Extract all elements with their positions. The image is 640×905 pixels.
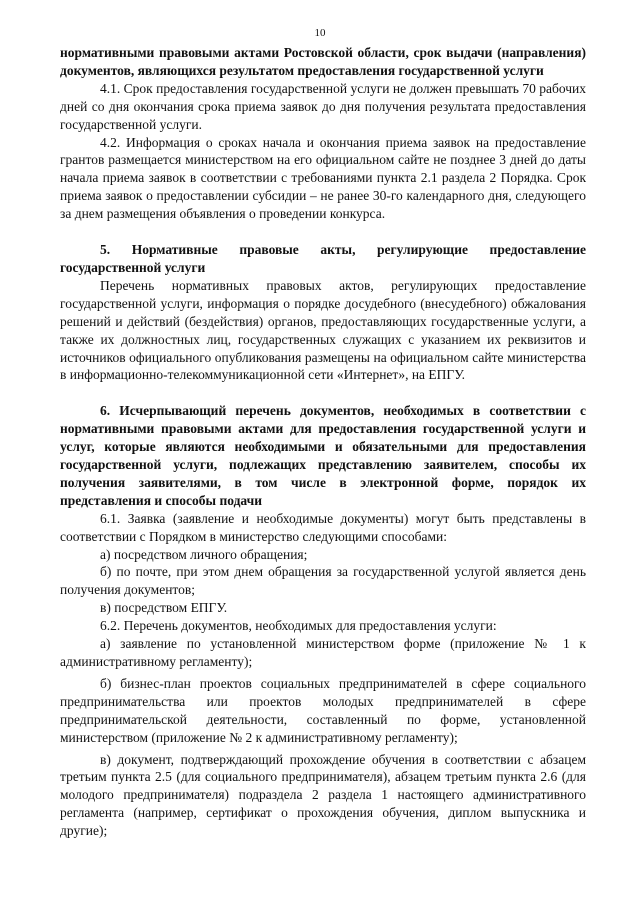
document-body bbox=[60, 44, 586, 840]
paragraph-6-1: 6.1. Заявка (заявление и необходимые документы) могут быть представлены в соответствии с Порядком в министерство следующими способами: bbox=[60, 510, 586, 544]
list-item-6-1-c: в) посредством ЕПГУ. bbox=[100, 600, 228, 616]
section-6-heading: 6. Исчерпывающий перечень документов, необходимых в соответствии с нормативными правовыми актами для предоставления государственной услуги и услуг, которые являются необходимыми и обязательными для предоставления государственной услуги, подлежащих представлению заявителем, способы их получения заявителями, в том числе в электронной форме, порядок их представления и способы подачи bbox=[60, 403, 586, 508]
paragraph-5: Перечень нормативных правовых актов, регулирующих предоставление государственной услуги, информация о порядке досудебного (внесудебного) обжалования решений и действий (бездействия) органов, предоставляющих государственные услуги, а также их должностных лиц, государственных служащих с указанием их реквизитов и источников официального опубликования размещены на официальном сайте министерства в информационно-телекоммуникационной сети «Интернет», на ЕПГУ. bbox=[60, 277, 586, 383]
list-item-6-1-a: а) посредством личного обращения; bbox=[100, 546, 308, 562]
paragraph-4-2: 4.2. Информация о сроках начала и окончания приема заявок на предоставление грантов размещается министерством на его официальном сайте не позднее 3 дней до даты начала приема заявок в соответствии с требованиями пункта 2.1 раздела 2 Порядка. Срок приема заявок о предоставлении субсидии – не ранее 30-го календарного дня, следующего за днем размещения объявления о проведении конкурса. bbox=[60, 134, 586, 222]
page-number: 10 bbox=[314, 27, 326, 39]
list-item-6-1-b: б) по почте, при этом днем обращения за государственной услугой является день получения документов; bbox=[60, 564, 586, 598]
section-4-heading-continued: нормативными правовыми актами Ростовской области, срок выдачи (направления) документов, являющихся результатом предоставления государственной услуги bbox=[60, 45, 586, 78]
list-item-6-2-b: б) бизнес-план проектов социальных предпринимателей в сфере социального предпринимательства или проектов молодых предпринимателей в сфере предпринимательской деятельности, составленный по форме, установленной министерством (приложение № 2 к административному регламенту); bbox=[60, 675, 586, 745]
list-item-6-2-a: а) заявление по установленной министерством форме (приложение № 1 к административному регламенту); bbox=[60, 636, 586, 669]
section-spacer bbox=[60, 384, 586, 402]
list-item-6-2-c: в) документ, подтверждающий прохождение обучения в соответствии с абзацем третьим пункта 2.5 (для социального предпринимателя), абзацем третьим пункта 2.6 (для молодого предпринимателя) подраздела 2 раздела 1 настоящего административного регламента (например, сертификат о прохождения обучения, диплом выпускника и другие); bbox=[60, 751, 586, 839]
paragraph-6-2: 6.2. Перечень документов, необходимых для предоставления услуги: bbox=[100, 618, 497, 634]
section-spacer bbox=[60, 223, 586, 241]
section-5-heading: 5. Нормативные правовые акты, регулирующие предоставление государственной услуги bbox=[60, 242, 586, 275]
paragraph-4-1: 4.1. Срок предоставления государственной услуги не должен превышать 70 рабочих дней со дня окончания срока приема заявок до дня получения результата предоставления государственной услуги. bbox=[60, 80, 586, 132]
